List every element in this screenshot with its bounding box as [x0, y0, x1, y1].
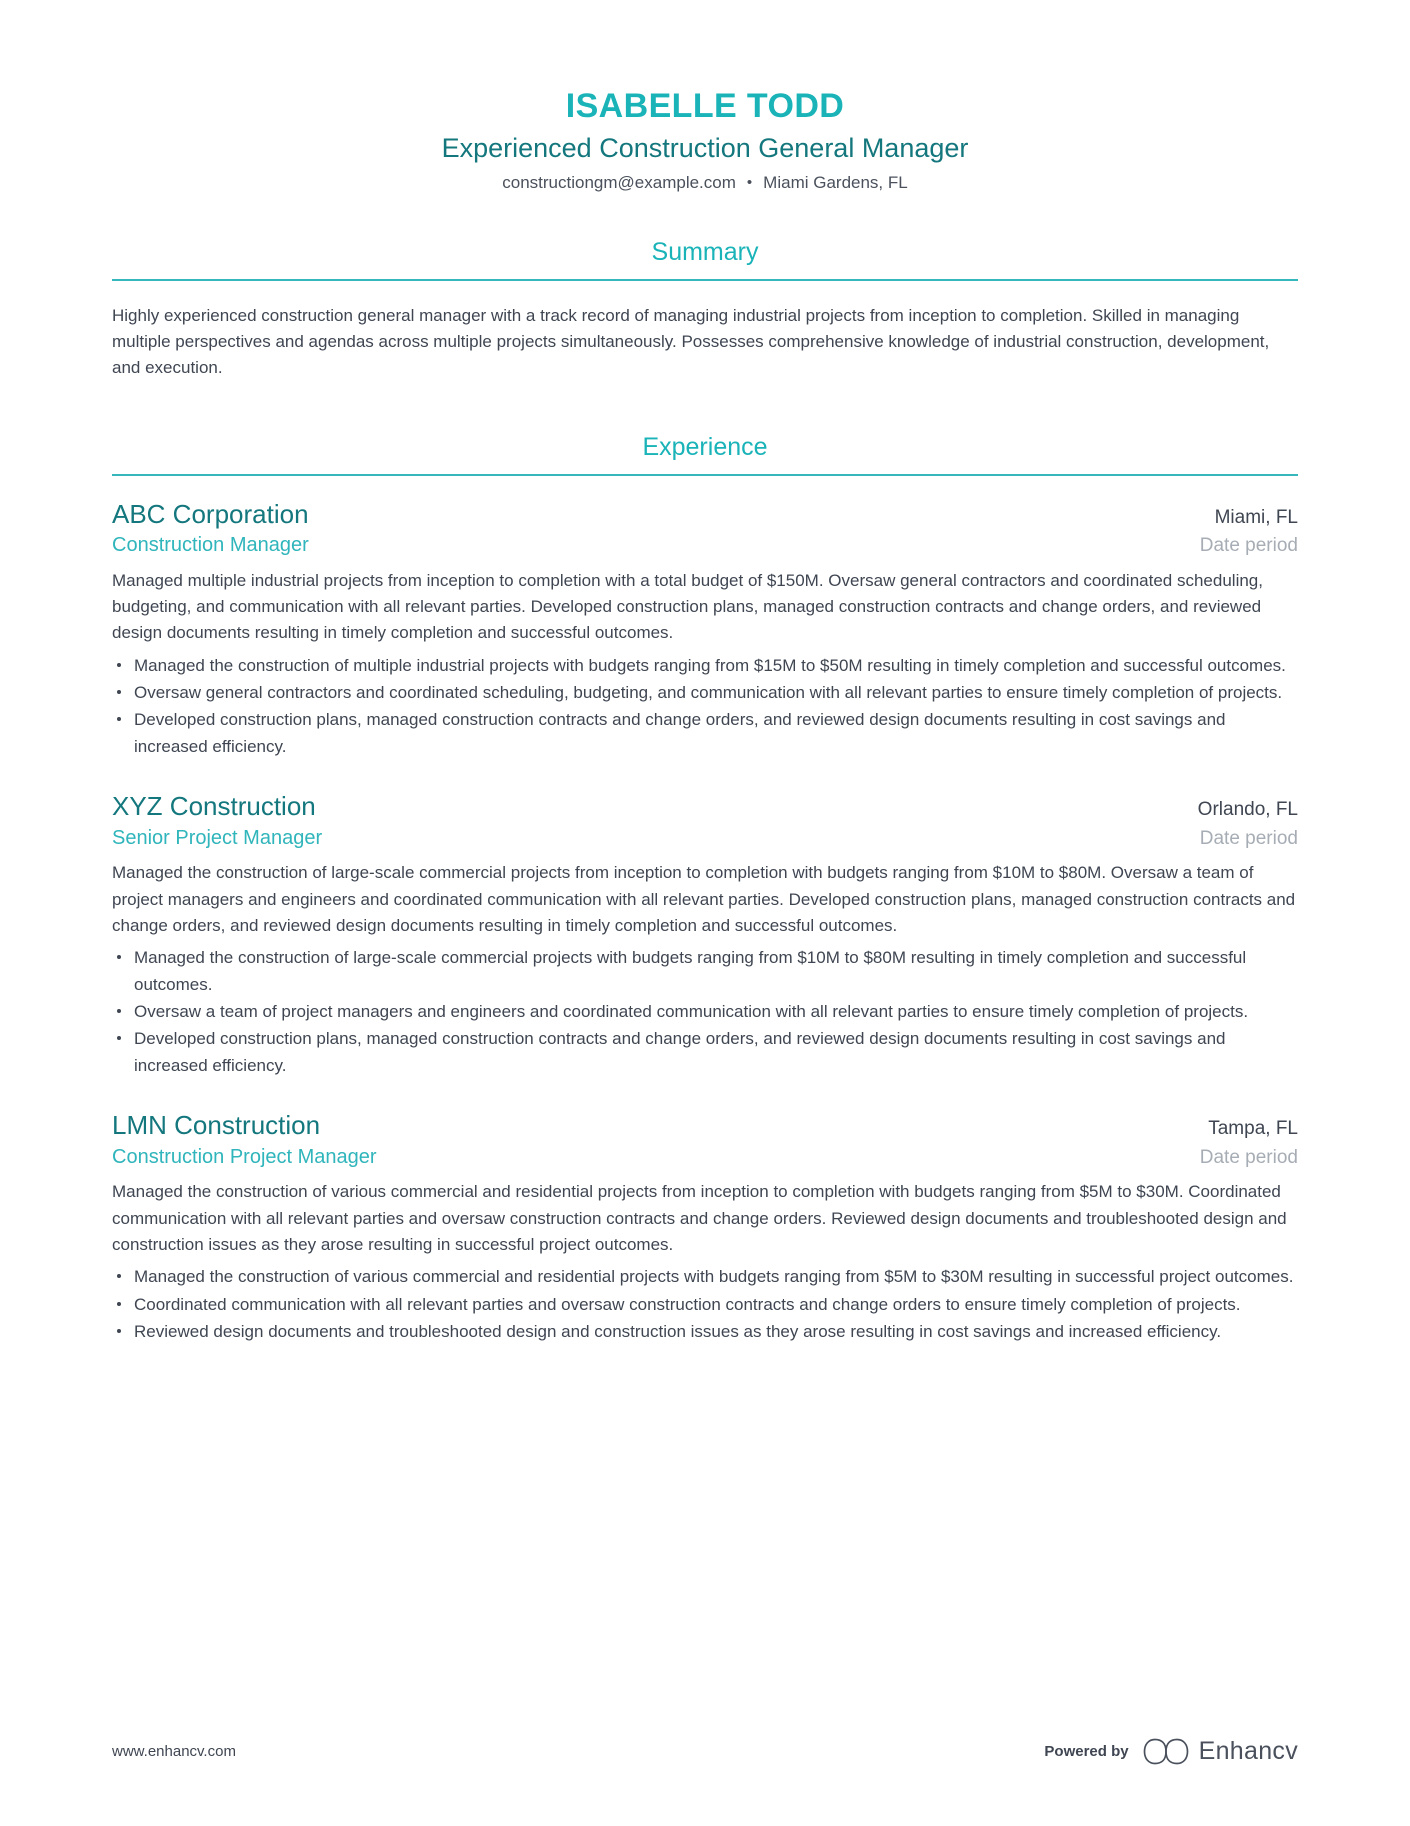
experience-dates: Date period	[1199, 535, 1298, 557]
experience-bullet: Developed construction plans, managed construction contracts and change orders, and reviewed design documents resulting in cost savings and increased efficiency.	[112, 707, 1298, 760]
experience-role: Senior Project Manager	[112, 826, 323, 849]
experience-bullet: Oversaw a team of project managers and engineers and coordinated communication with all relevant parties to ensure timely completion of projects.	[112, 999, 1298, 1025]
experience-description: Managed the construction of large-scale commercial projects from inception to completion with budgets ranging from $10M to $80M. Oversaw a team of project managers and engineers and coordinated communication with all relevant parties. Developed construction plans, managed construction contracts and change orders, and reviewed design documents resulting in timely completion and successful outcomes.	[112, 863, 1296, 935]
powered-by-label: Powered by	[1044, 1743, 1129, 1760]
experience-role: Construction Manager	[112, 534, 309, 557]
footer-website-url[interactable]: www.enhancv.com	[112, 1743, 236, 1760]
experience-description: Managed the construction of various commercial and residential projects from inception to completion with budgets ranging from $5M to $30M. Coordinated communication with all relevant parties and oversaw construction contracts and change orders. Reviewed design documents and troubleshooted design and construction issues as they arose resulting in successful project outcomes.	[112, 1182, 1287, 1254]
footer-branding	[1044, 1737, 1298, 1766]
experience-bullet: Oversaw general contractors and coordinated scheduling, budgeting, and communication with all relevant parties to ensure timely completion of projects.	[112, 680, 1298, 706]
summary-text: Highly experienced construction general manager with a track record of managing industrial projects from inception to completion. Skilled in managing multiple perspectives and agendas across multiple projects simultaneously. Possesses comprehensive knowledge of industrial construction, development, and execution.	[112, 305, 1270, 378]
experience-bullet: Coordinated communication with all relevant parties and oversaw construction contracts and change orders to ensure timely completion of projects.	[112, 1292, 1298, 1318]
enhancv-mark-icon	[1143, 1738, 1189, 1765]
experience-bullet: Reviewed design documents and troubleshooted design and construction issues as they arose resulting in cost savings and increased efficiency.	[112, 1319, 1298, 1345]
experience-item-header	[112, 1109, 1298, 1142]
page-footer	[112, 1737, 1298, 1766]
experience-bullet-list	[112, 945, 1298, 1079]
summary-section-divider	[112, 279, 1298, 281]
experience-bullet: Managed the construction of large-scale commercial projects with budgets ranging from $10M to $80M resulting in timely completion and successful outcomes.	[112, 945, 1298, 998]
experience-item	[112, 1109, 1298, 1345]
experience-item-header	[112, 790, 1298, 823]
experience-item-header	[112, 498, 1298, 531]
candidate-name: ISABELLE TODD	[565, 87, 845, 125]
contact-location: Miami Gardens, FL	[763, 172, 908, 192]
enhancv-wordmark: Enhancv	[1198, 1737, 1298, 1765]
experience-dates: Date period	[1199, 1146, 1298, 1168]
experience-bullet: Managed the construction of multiple industrial projects with budgets ranging from $15M to $50M resulting in timely completion and successful outcomes.	[112, 653, 1298, 679]
experience-item	[112, 498, 1298, 761]
contact-email[interactable]: constructiongm@example.com	[502, 172, 736, 192]
summary-section	[112, 237, 1298, 382]
summary-section-title: Summary	[651, 237, 759, 266]
enhancv-logo	[1143, 1737, 1298, 1766]
experience-item	[112, 790, 1298, 1079]
experience-company: XYZ Construction	[112, 791, 316, 822]
contact-separator-dot-icon: •	[746, 174, 753, 191]
experience-location: Orlando, FL	[1197, 799, 1298, 821]
experience-section	[112, 432, 1298, 1346]
experience-bullet: Developed construction plans, managed construction contracts and change orders, and reviewed design documents resulting in cost savings and increased efficiency.	[112, 1026, 1298, 1079]
experience-company: LMN Construction	[112, 1110, 321, 1141]
experience-item-subheader	[112, 530, 1298, 559]
experience-location: Tampa, FL	[1208, 1118, 1298, 1140]
candidate-headline: Experienced Construction General Manager	[441, 133, 969, 164]
experience-dates: Date period	[1199, 827, 1298, 849]
experience-item-subheader	[112, 823, 1298, 852]
experience-section-title: Experience	[642, 432, 768, 461]
experience-bullet: Managed the construction of various commercial and residential projects with budgets ranging from $5M to $30M resulting in successful project outcomes.	[112, 1264, 1298, 1290]
experience-bullet-list	[112, 1264, 1298, 1345]
experience-bullet-list	[112, 653, 1298, 760]
experience-section-divider	[112, 474, 1298, 476]
experience-location: Miami, FL	[1214, 506, 1298, 528]
experience-description: Managed multiple industrial projects from inception to completion with a total budget of $150M. Oversaw general contractors and coordinated scheduling, budgeting, and communication with all relevant parties. Developed construction plans, managed construction contracts and change orders, and reviewed design documents resulting in timely completion and successful outcomes.	[112, 570, 1263, 643]
contact-line	[112, 173, 1298, 193]
experience-role: Construction Project Manager	[112, 1145, 377, 1168]
experience-company: ABC Corporation	[112, 498, 309, 529]
experience-item-subheader	[112, 1142, 1298, 1171]
resume-header	[112, 0, 1298, 193]
